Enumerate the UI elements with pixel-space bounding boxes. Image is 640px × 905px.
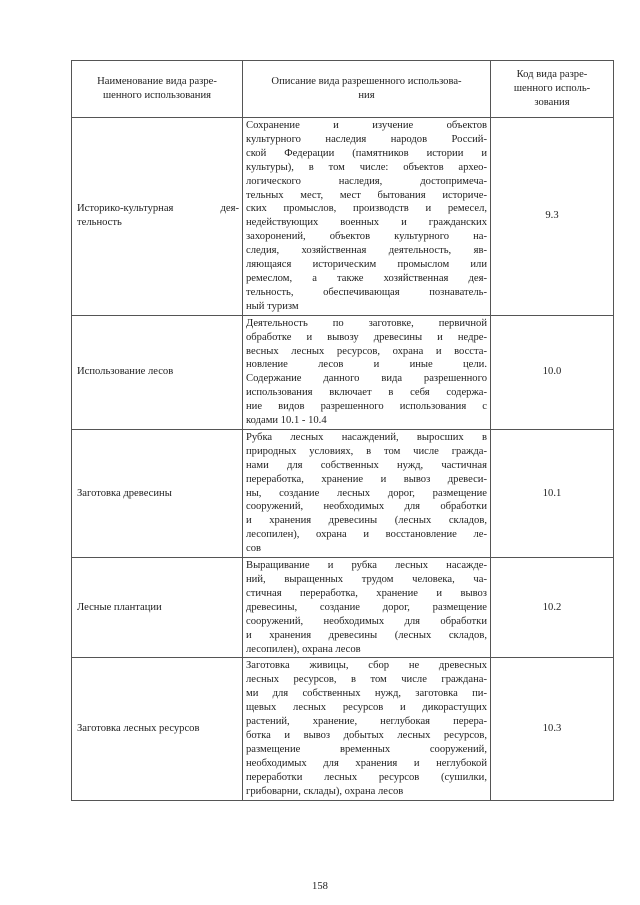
use-type-description-line: тельных мест, мест бытования историче- — [246, 189, 487, 201]
use-type-description-line: сооружений, необходимых для обработки — [246, 615, 487, 627]
use-type-description-line: Выращивание и рубка лесных насажде- — [246, 560, 487, 572]
table-header-row — [72, 61, 614, 118]
use-type-name-line: Лесные плантации — [77, 601, 162, 613]
header-description-line: ния — [358, 90, 375, 101]
use-type-description-cell — [243, 558, 491, 658]
use-type-description-line: переработки лесных ресурсов (сушилки, — [246, 771, 487, 783]
header-code-line: Код вида разре- — [516, 69, 588, 81]
use-type-description-line: ние видов разрешенного использования с — [246, 401, 487, 413]
use-type-description-line: Содержание данного вида разрешенного — [246, 373, 487, 385]
land-use-table — [71, 60, 614, 801]
use-type-name-cell — [72, 558, 243, 658]
use-type-name-cell — [72, 315, 243, 429]
use-type-description-cell — [243, 118, 491, 316]
use-type-description-line: переработка, хранение и вывоз древеси- — [246, 473, 487, 485]
use-type-code-cell: 10.2 — [491, 558, 614, 658]
use-type-description-line: Деятельность по заготовке, первичной — [246, 317, 487, 329]
use-type-description-line: захоронений, объектов культурного на- — [246, 231, 487, 243]
use-type-code-cell: 10.3 — [491, 658, 614, 800]
header-description-line: Описание вида разрешенного использова- — [271, 76, 462, 88]
use-type-code-cell: 9.3 — [491, 118, 614, 316]
use-type-description-line: необходимых для хранения и неглубокой — [246, 757, 487, 769]
use-type-description-cell — [243, 315, 491, 429]
use-type-description-line: ской Федерации (памятников истории и — [246, 147, 487, 159]
use-type-name-line: тельность — [77, 217, 122, 229]
use-type-description-line: и хранения древесины (лесных складов, — [246, 629, 487, 641]
use-type-name-cell — [72, 658, 243, 800]
header-name — [72, 61, 243, 118]
use-type-name-line: Заготовка древесины — [77, 487, 172, 499]
use-type-name-cell — [72, 429, 243, 557]
header-code — [491, 61, 614, 118]
use-type-description-line: лесопилен), охрана и восстановление ле- — [246, 529, 487, 541]
header-name-line: шенного использования — [102, 90, 212, 101]
use-type-description-line: сооружений, необходимых для обработки — [246, 501, 487, 513]
use-type-description-line: ляющаяся историческим промыслом или — [246, 259, 487, 271]
use-type-description-line: природных условиях, в том числе гражда- — [246, 445, 487, 457]
use-type-description-line: ний, выращенных трудом человека, ча- — [246, 574, 487, 585]
header-description — [243, 61, 491, 118]
table-row — [72, 429, 614, 557]
use-type-description-line: новление лесов и иные цели. — [246, 359, 487, 371]
use-type-code-cell: 10.1 — [491, 429, 614, 557]
use-type-description-line: Сохранение и изучение объектов — [246, 120, 487, 131]
use-type-description-line: кодами 10.1 - 10.4 — [246, 415, 327, 427]
use-type-description-line: древесины, создание дорог, размещение — [246, 601, 487, 613]
use-type-description-line: ремеслом, а также хозяйственная дея- — [246, 272, 487, 284]
use-type-description-line: Рубка лесных насаждений, выросших в — [246, 431, 487, 443]
use-type-description-line: лесных ресурсов, в том числе граждана- — [246, 674, 487, 686]
table-body — [72, 118, 614, 801]
page-number: 158 — [312, 881, 328, 892]
use-type-description-line: размещение временных сооружений, — [246, 743, 487, 755]
table-row — [72, 658, 614, 800]
use-type-description-line: ны, создание лесных дорог, размещение — [246, 487, 487, 499]
use-type-description-line: обработке и вывозу древесины и недре- — [246, 331, 487, 343]
use-type-description-line: культуры), в том числе: объектов архео- — [246, 161, 487, 173]
use-type-description-line: нами для собственных нужд, частичная — [246, 459, 487, 471]
use-type-description-line: недействующих военных и гражданских — [246, 217, 487, 229]
table-row — [72, 315, 614, 429]
use-type-name-line: Историко-культурная дея- — [77, 203, 239, 215]
use-type-name-cell — [72, 118, 243, 316]
use-type-description-line: ми для собственных нужд, заготовка пи- — [246, 688, 487, 700]
use-type-description-cell — [243, 429, 491, 557]
use-type-description-line: культурного наследия народов Россий- — [246, 133, 487, 145]
use-type-description-line: Заготовка живицы, сбор не древесных — [246, 660, 487, 672]
table-row — [72, 558, 614, 658]
use-type-description-line: сов — [246, 543, 262, 555]
use-type-description-line: грибоварни, склады), охрана лесов — [246, 785, 404, 797]
use-type-description-line: лесопилен), охрана лесов — [246, 643, 361, 655]
use-type-description-line: ботка и вывоз добытых лесных ресурсов, — [246, 729, 487, 741]
use-type-description-line: стичная переработка, хранение и вывоз — [246, 587, 487, 599]
header-code-line: шенного исполь- — [513, 83, 591, 95]
use-type-code-cell: 10.0 — [491, 315, 614, 429]
header-name-line: Наименование вида разре- — [97, 76, 217, 88]
use-type-name-line: Использование лесов — [77, 366, 174, 378]
use-type-description-line: растений, хранение, неглубокая перера- — [246, 716, 487, 728]
use-type-description-line: ный туризм — [246, 300, 299, 312]
use-type-description-line: ских промыслов, производств и ремесел, — [246, 203, 487, 215]
use-type-description-line: использования включает в себя содержа- — [246, 387, 487, 399]
use-type-description-line: и хранения древесины (лесных складов, — [246, 515, 487, 527]
use-type-name-line: Заготовка лесных ресурсов — [77, 723, 200, 735]
use-type-description-cell — [243, 658, 491, 800]
header-code-line: зования — [534, 96, 570, 108]
table-row — [72, 118, 614, 316]
use-type-description-line: весных лесных ресурсов, охрана и восста- — [246, 345, 487, 357]
use-type-description-line: тельность, обеспечивающая познаватель- — [246, 286, 487, 298]
use-type-description-line: логического наследия, достопримеча- — [246, 175, 487, 187]
use-type-description-line: щевых лесных ресурсов и дикорастущих — [246, 702, 487, 714]
use-type-description-line: следия, хозяйственная деятельность, яв- — [246, 245, 487, 257]
